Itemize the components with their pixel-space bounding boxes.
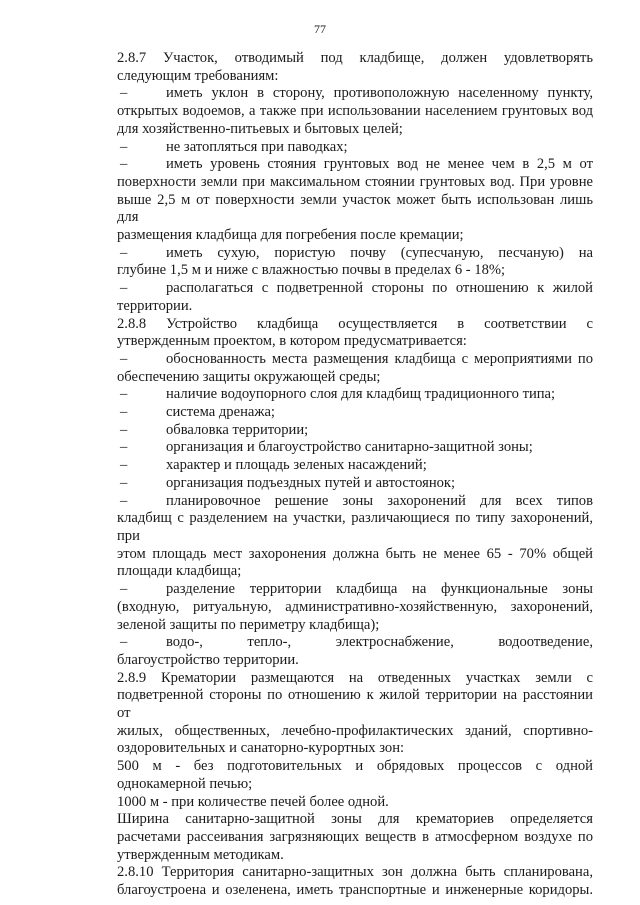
text-line: [117, 192, 593, 227]
list-dash: –: [120, 439, 128, 456]
line-text: оздоровительных и санаторно-курортных зон:: [117, 740, 405, 757]
text-line: [117, 85, 593, 103]
text-line: [117, 227, 593, 245]
text-line: [117, 50, 593, 68]
text-line: [117, 68, 593, 86]
line-text: обваловка территории;: [166, 421, 309, 438]
line-text: организация и благоустройство санитарно-защитной зоны;: [166, 439, 533, 456]
text-line: [117, 475, 593, 493]
text-line: [117, 245, 593, 263]
list-dash: –: [120, 156, 128, 173]
text-line: [117, 794, 593, 812]
text-line: [117, 882, 593, 900]
line-text: иметь уровень стояния грунтовых вод не менее чем в 2,5 м от: [166, 156, 593, 173]
line-text: выше 2,5 м от поверхности земли участок может быть использован лишь для: [117, 191, 593, 226]
line-text: кладбищ с разделением на участки, различающиеся по типу захоронений, при: [117, 510, 593, 544]
text-line: [117, 758, 593, 776]
text-line: [117, 811, 593, 829]
text-line: [117, 510, 593, 545]
list-dash: –: [120, 138, 128, 155]
list-dash: –: [120, 421, 128, 438]
list-dash: –: [120, 581, 128, 598]
text-line: [117, 617, 593, 635]
line-text: поверхности земли при максимальном стоянии грунтовых вод. При уровне: [117, 173, 593, 190]
text-line: [117, 493, 593, 511]
text-line: [117, 404, 593, 422]
line-text: 1000 м - при количестве печей более одной.: [117, 793, 389, 810]
line-text: характер и площадь зеленых насаждений;: [166, 457, 427, 474]
text-line: [117, 369, 593, 387]
line-text: водо-, тепло-, электроснабжение, водоотведение,: [166, 634, 593, 651]
line-text: планировочное решение зоны захоронений для всех типов: [166, 492, 593, 509]
line-text: зеленой защиты по периметру кладбища);: [117, 616, 380, 633]
line-text: благоустройство территории.: [117, 651, 299, 668]
line-text: 2.8.7 Участок, отводимый под кладбище, должен удовлетворять: [117, 50, 593, 66]
line-text: иметь уклон в сторону, противоположную населенному пункту,: [166, 85, 593, 102]
text-line: [117, 776, 593, 794]
text-line: [117, 333, 593, 351]
line-text: располагаться с подветренной стороны по отношению к жилой: [166, 280, 593, 297]
list-dash: –: [120, 634, 128, 651]
line-text: размещения кладбища для погребения после кремации;: [117, 227, 464, 244]
text-line: [117, 386, 593, 404]
line-text: однокамерной печью;: [117, 775, 253, 792]
text-line: [117, 546, 593, 564]
text-line: [117, 439, 593, 457]
line-text: 500 м - без подготовительных и обрядовых процессов с одной: [117, 758, 593, 775]
text-line: [117, 563, 593, 581]
text-line: [117, 687, 593, 722]
text-line: [117, 864, 593, 882]
line-text: для хозяйственно-питьевых и бытовых целей;: [117, 120, 403, 137]
text-line: [117, 174, 593, 192]
line-text: территории.: [117, 297, 193, 314]
line-text: 2.8.8 Устройство кладбища осуществляется в соответствии с: [117, 315, 593, 332]
line-text: не затопляться при паводках;: [166, 138, 348, 155]
text-line: [117, 634, 593, 652]
list-dash: –: [120, 492, 128, 509]
line-text: Ширина санитарно-защитной зоны для крематориев определяется: [117, 811, 593, 828]
line-text: открытых водоемов, а также при использовании населением грунтовых вод: [117, 103, 593, 120]
line-text: система дренажа;: [166, 404, 275, 421]
text-line: [117, 670, 593, 688]
line-text: расчетами рассеивания загрязняющих веществ в атмосферном воздухе по: [117, 828, 593, 845]
text-line: [117, 652, 593, 670]
text-line: [117, 298, 593, 316]
text-line: [117, 740, 593, 758]
document-body: [117, 50, 593, 900]
list-dash: –: [120, 386, 128, 403]
line-text: этом площадь мест захоронения должна быть не менее 65 - 70% общей: [117, 545, 593, 562]
line-text: иметь сухую, пористую почву (супесчаную, песчаную) на: [166, 244, 593, 261]
text-line: [117, 280, 593, 298]
text-line: [117, 457, 593, 475]
text-line: [117, 351, 593, 369]
list-dash: –: [120, 474, 128, 491]
line-text: жилых, общественных, лечебно-профилактических зданий, спортивно-: [117, 722, 593, 739]
list-dash: –: [120, 350, 128, 367]
list-dash: –: [120, 404, 128, 421]
list-dash: –: [120, 244, 128, 261]
line-text: (входную, ритуальную, административно-хозяйственную, захоронений,: [117, 598, 593, 615]
text-line: [117, 103, 593, 121]
text-line: [117, 847, 593, 865]
text-line: [117, 581, 593, 599]
text-line: [117, 316, 593, 334]
text-line: [117, 422, 593, 440]
line-text: организация подъездных путей и автостоянок;: [166, 474, 456, 491]
line-text: следующим требованиям:: [117, 67, 279, 84]
line-text: разделение территории кладбища на функциональные зоны: [166, 581, 593, 598]
line-text: обоснованность места размещения кладбища с мероприятиями по: [166, 350, 593, 367]
text-line: [117, 139, 593, 157]
line-text: 2.8.10 Территория санитарно-защитных зон должна быть спланирована,: [117, 864, 593, 881]
line-text: глубине 1,5 м и ниже с влажностью почвы в пределах 6 - 18%;: [117, 262, 506, 279]
list-dash: –: [120, 457, 128, 474]
text-line: [117, 156, 593, 174]
list-dash: –: [120, 280, 128, 297]
line-text: 2.8.9 Крематории размещаются на отведенных участках земли с: [117, 669, 593, 686]
line-text: обеспечению защиты окружающей среды;: [117, 368, 381, 385]
text-line: [117, 262, 593, 280]
line-text: площади кладбища;: [117, 563, 242, 580]
list-dash: –: [120, 85, 128, 102]
text-line: [117, 121, 593, 139]
text-line: [117, 829, 593, 847]
line-text: наличие водоупорного слоя для кладбищ традиционного типа;: [166, 386, 556, 403]
line-text: благоустроена и озеленена, иметь транспортные и инженерные коридоры.: [117, 882, 593, 899]
page-number: 77: [314, 22, 326, 36]
line-text: утвержденным методикам.: [117, 846, 284, 863]
text-line: [117, 723, 593, 741]
line-text: утвержденным проектом, в котором предусматривается:: [117, 333, 467, 350]
line-text: подветренной стороны по отношению к жилой территории на расстоянии от: [117, 687, 593, 722]
text-line: [117, 599, 593, 617]
